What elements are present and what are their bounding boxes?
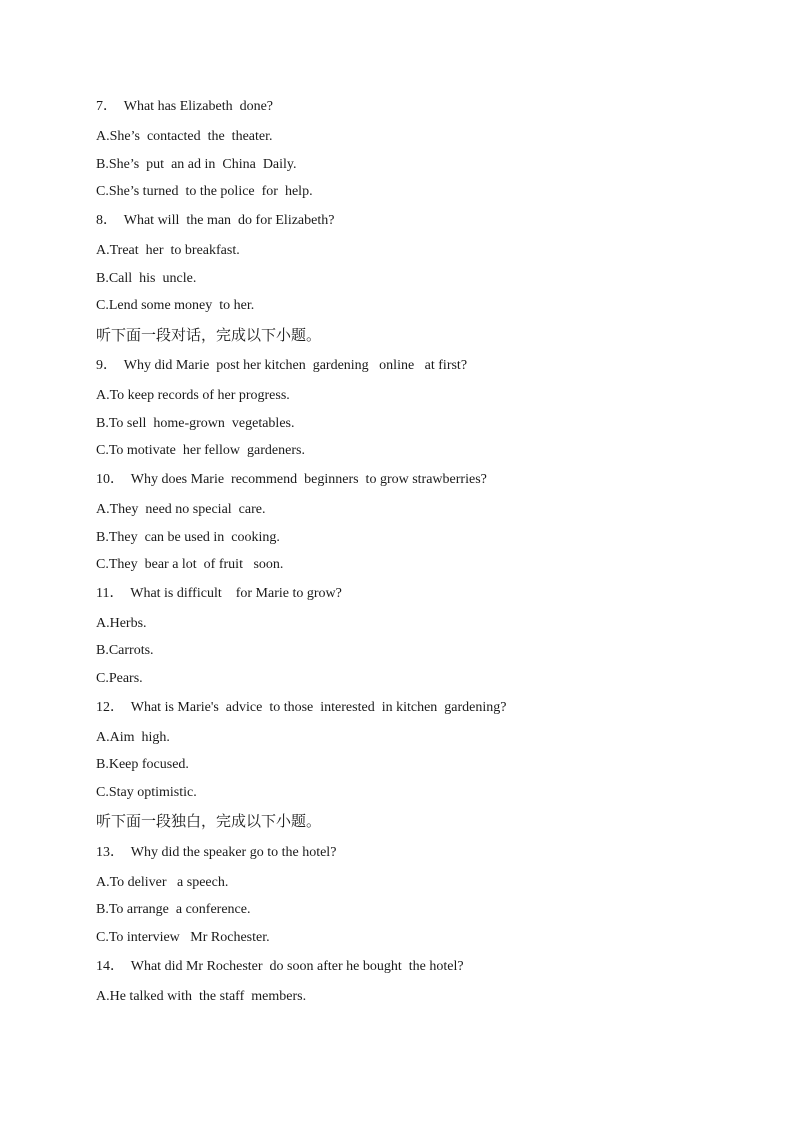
option-7b: B.She’s put an ad in China Daily.: [96, 157, 297, 172]
option-7c: C.She’s turned to the police for help.: [96, 184, 313, 199]
option-13c: C.To interview Mr Rochester.: [96, 930, 270, 945]
question-9: 9． Why did Marie post her kitchen gardening online at first?: [96, 358, 468, 373]
option-14a: A.He talked with the staff members.: [96, 989, 307, 1004]
option-10c: C.They bear a lot of fruit soon.: [96, 557, 284, 572]
section-header-monologue: 听下面一段独白，完成以下小题。: [96, 812, 322, 830]
section-header-dialogue: 听下面一段对话，完成以下小题。: [96, 326, 322, 344]
option-11a: A.Herbs.: [96, 616, 147, 631]
option-8b: B.Call his uncle.: [96, 271, 197, 286]
option-9b: B.To sell home-grown vegetables.: [96, 416, 295, 431]
option-11b: B.Carrots.: [96, 643, 154, 658]
option-11c: C.Pears.: [96, 671, 143, 686]
option-12b: B.Keep focused.: [96, 757, 189, 772]
question-12: 12． What is Marie's advice to those interested in kitchen gardening?: [96, 700, 507, 715]
option-8a: A.Treat her to breakfast.: [96, 243, 240, 258]
option-10b: B.They can be used in cooking.: [96, 530, 280, 545]
option-9c: C.To motivate her fellow gardeners.: [96, 443, 305, 458]
option-12a: A.Aim high.: [96, 730, 170, 745]
option-13a: A.To deliver a speech.: [96, 875, 229, 890]
option-10a: A.They need no special care.: [96, 502, 266, 517]
option-13b: B.To arrange a conference.: [96, 902, 251, 917]
option-7a: A.She’s contacted the theater.: [96, 129, 273, 144]
option-12c: C.Stay optimistic.: [96, 785, 197, 800]
question-10: 10． Why does Marie recommend beginners to grow strawberries?: [96, 472, 487, 487]
option-9a: A.To keep records of her progress.: [96, 388, 290, 403]
question-7: 7． What has Elizabeth done?: [96, 99, 274, 114]
question-8: 8． What will the man do for Elizabeth?: [96, 213, 335, 228]
question-11: 11． What is difficult for Marie to grow?: [96, 586, 342, 601]
question-13: 13． Why did the speaker go to the hotel?: [96, 845, 337, 860]
question-14: 14． What did Mr Rochester do soon after he bought the hotel?: [96, 959, 464, 974]
option-8c: C.Lend some money to her.: [96, 298, 255, 313]
